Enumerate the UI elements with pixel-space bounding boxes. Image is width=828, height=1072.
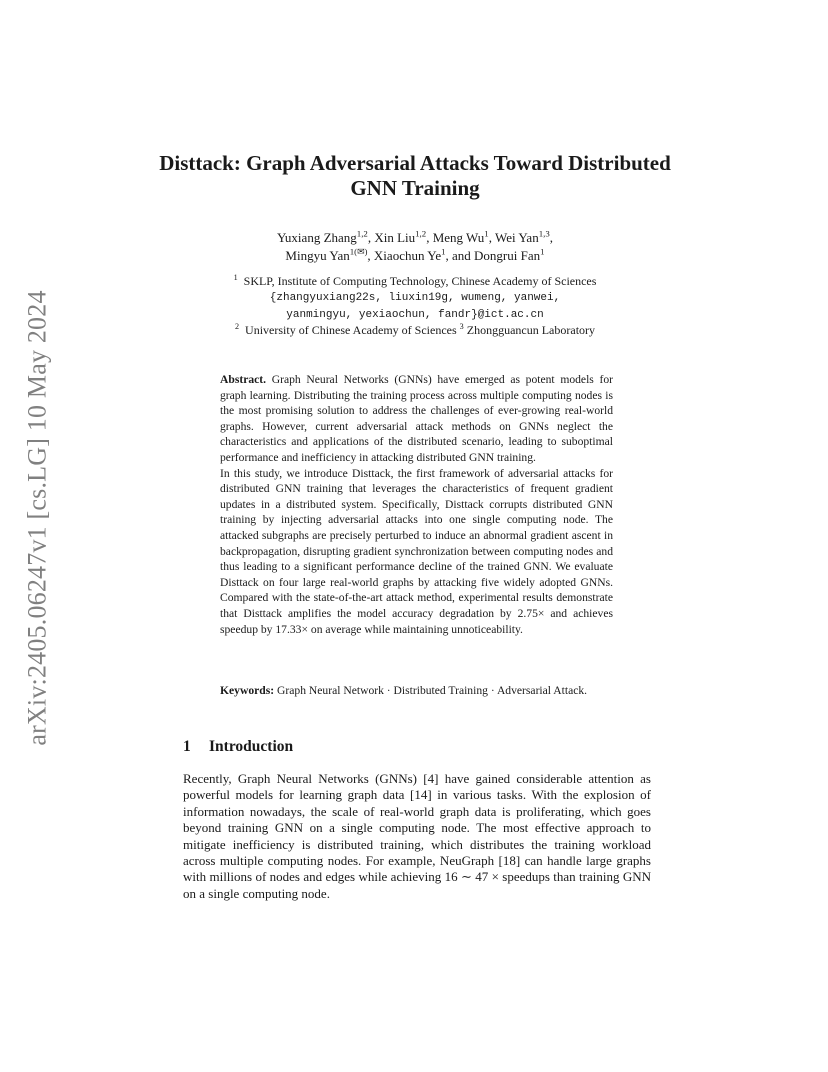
affiliation-1: SKLP, Institute of Computing Technology, Chinese Academy of Sciences bbox=[243, 274, 597, 288]
arxiv-sidebar bbox=[20, 280, 56, 755]
affiliation-3: Zhongguancun Laboratory bbox=[466, 323, 596, 337]
affil-marker: 3 bbox=[459, 322, 464, 331]
abstract bbox=[220, 372, 613, 637]
keywords-text: Graph Neural Network · Distributed Training · Adversarial Attack. bbox=[277, 684, 588, 697]
author-affil-mark: 1,2 bbox=[356, 228, 368, 239]
author-name: Yuxiang Zhang bbox=[276, 230, 357, 245]
arxiv-id: arXiv:2405.06247v1 [cs.LG] 10 May 2024 bbox=[23, 289, 53, 746]
author-affil-mark: 1 bbox=[540, 246, 545, 257]
paper-title: Disttack: Graph Adversarial Attacks Toward Distributed GNN Training bbox=[159, 151, 671, 200]
affil-marker: 1 bbox=[233, 273, 238, 282]
author-name: Xin Liu bbox=[374, 230, 416, 245]
author-name: Mingyu Yan bbox=[285, 248, 350, 263]
author-affil-mark: 1,2 bbox=[415, 228, 427, 239]
body-paragraph: Recently, Graph Neural Networks (GNNs) [4] have gained considerable attention as powerful models for learning graph data [14] in various tasks. With the explosion of information nowadays, the scale of real-world graph data is proliferating, which goes beyond training GNN on a single computing node. The most effective approach to mitigate inefficiency is distributed training, which distributes the training workload across multiple computing nodes. For example, NeuGraph [18] can handle large graphs with millions of nodes and edges while achieving 16 ∼ 47 × speedups than training GNN on a single computing node. bbox=[183, 771, 651, 901]
abstract-text: Graph Neural Networks (GNNs) have emerged as potent models for graph learning. Distributing the training process across multiple computing nodes is the most promising solution to address the challenges of ever-growing real-world graphs. However, current adversarial attack methods on GNNs neglect the characteristics and applications of the distributed scenario, leading to suboptimal performance and inefficiency in attacking distributed GNN training. bbox=[220, 373, 614, 464]
abstract-label: Abstract. bbox=[220, 373, 267, 386]
author-name: Dongrui Fan bbox=[474, 248, 541, 263]
keywords-label: Keywords: bbox=[220, 684, 275, 697]
author-name: Meng Wu bbox=[432, 230, 485, 245]
section-body bbox=[183, 771, 651, 902]
affiliation-2: University of Chinese Academy of Sciences bbox=[245, 323, 457, 337]
affiliations bbox=[200, 274, 630, 338]
abstract-paragraph: In this study, we introduce Disttack, the first framework of adversarial attacks for distributed GNN training that leverages the characteristics of frequent gradient updates in a distributed system. Specifically, Disttack corrupts distributed GNN training by injecting adversarial attacks into one single computing node. The attacked subgraphs are precisely perturbed to induce an abnormal gradient ascent in backpropagation, disrupting gradient synchronization between computing nodes and thus leading to a significant performance decline of the trained GNN. We evaluate Disttack on four large real-world graphs by attacking five widely adopted GNNs. Compared with the state-of-the-art attack method, experimental results demonstrate that Disttack amplifies the model accuracy degradation by 2.75× and achieves speedup by 17.33× on average while maintaining unnoticeability. bbox=[220, 466, 613, 636]
author-name: Wei Yan bbox=[494, 230, 539, 245]
author-affil-mark: 1 bbox=[484, 228, 489, 239]
section-number: 1 bbox=[183, 738, 191, 755]
email-line: yanmingyu, yexiaochun, fandr}@ict.ac.cn bbox=[286, 309, 544, 321]
author-affil-mark: 1(✉) bbox=[349, 246, 368, 257]
email-line: {zhangyuxiang22s, liuxin19g, wumeng, yanwei, bbox=[269, 292, 561, 304]
abstract-paragraph bbox=[220, 372, 613, 466]
keywords bbox=[220, 683, 613, 699]
author-affil-mark: 1 bbox=[441, 246, 446, 257]
author-list: Yuxiang Zhang$^{1,2}$, Xin Liu$^{1,2}$, Meng Wu$^1$, Wei Yan$^{1,3}$, Mingyu Yan$^{1(✉)}$, Xiaochun Ye$^1$, and Dongrui Fan$^1$ bbox=[276, 228, 554, 263]
author-affil-mark: 1,3 bbox=[538, 228, 550, 239]
section-heading bbox=[183, 737, 293, 757]
author-name: Xiaochun Ye bbox=[373, 248, 442, 263]
section-title: Introduction bbox=[209, 738, 294, 755]
affil-marker: 2 bbox=[234, 322, 240, 331]
